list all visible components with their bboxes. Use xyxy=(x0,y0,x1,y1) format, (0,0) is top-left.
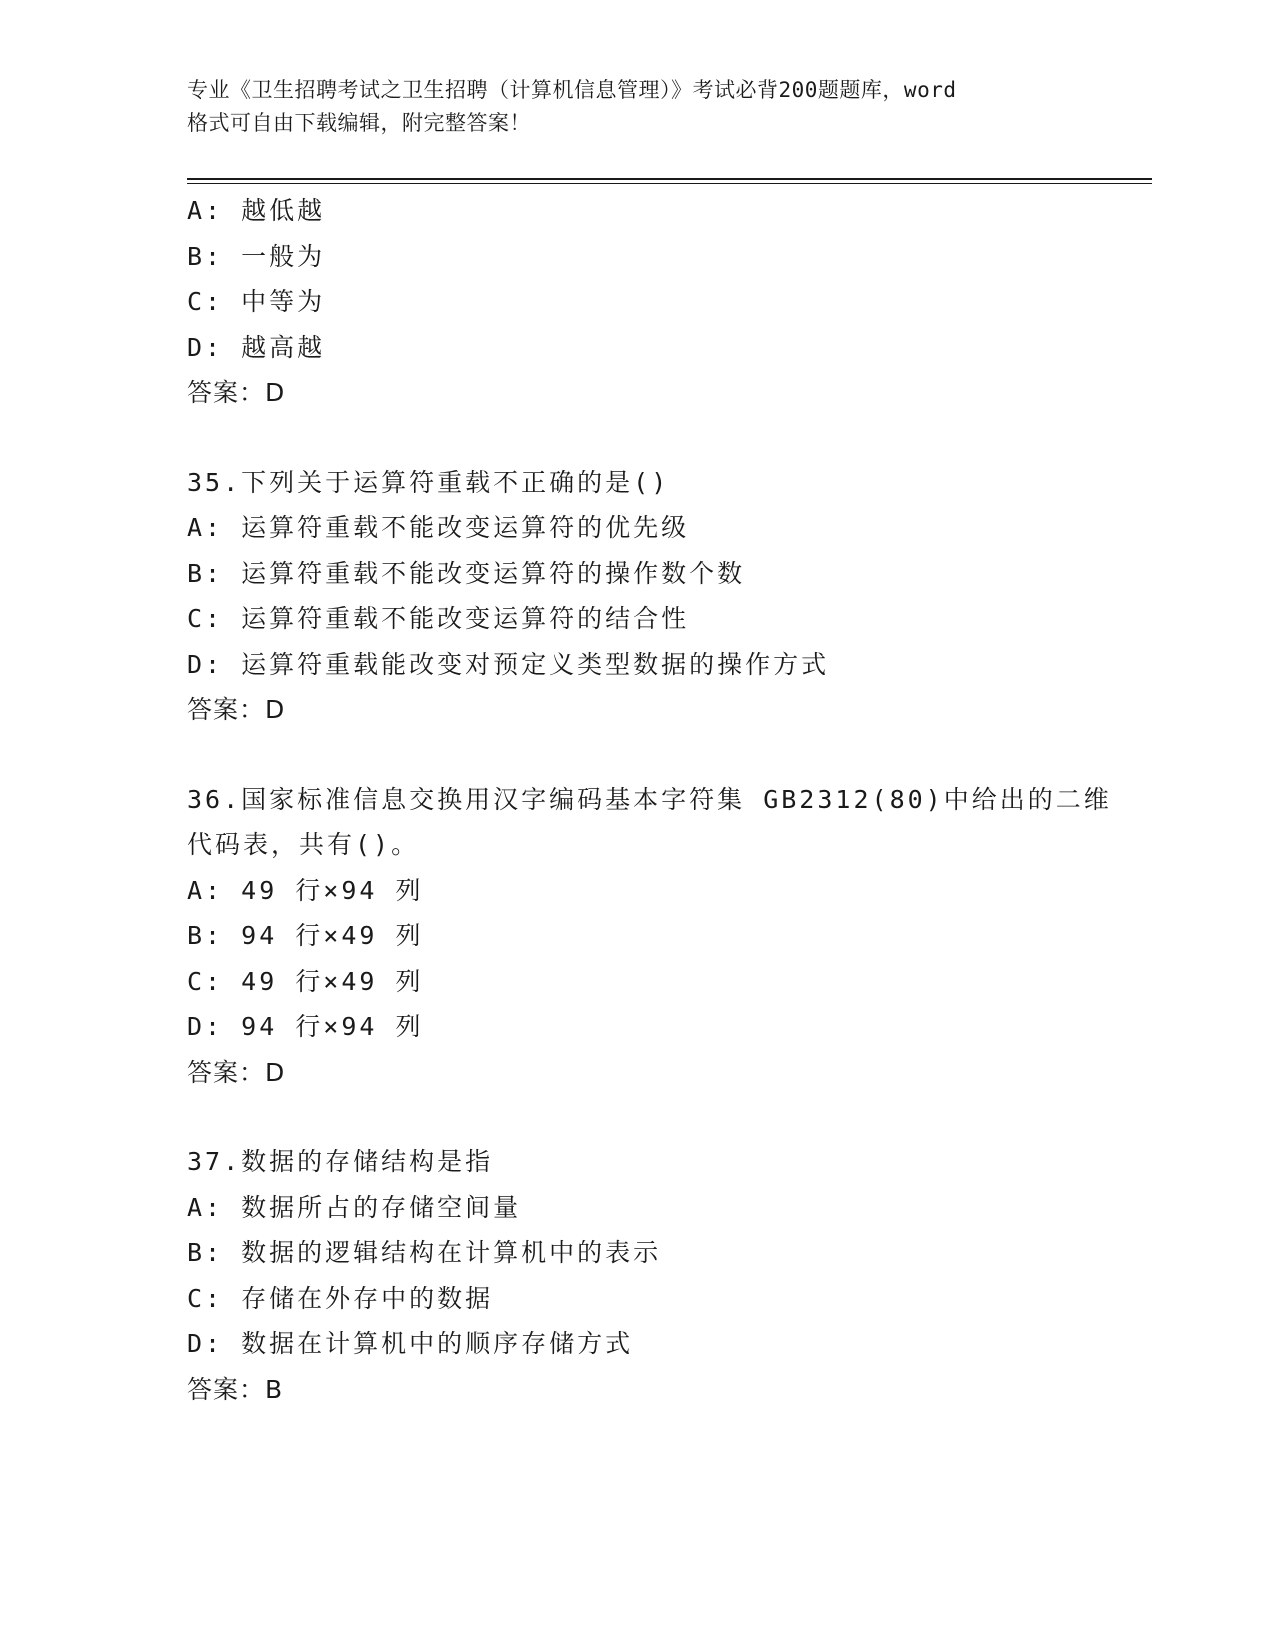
header-line-1: 专业《卫生招聘考试之卫生招聘（计算机信息管理）》考试必背200题题库，word xyxy=(187,78,957,102)
spacer xyxy=(187,416,1127,460)
answer-line: 答案：D xyxy=(187,378,286,407)
option-b: B: 一般为 xyxy=(187,241,326,271)
question-text-line-1: 36.国家标准信息交换用汉字编码基本字符集 GB2312(80)中给出的二维 xyxy=(187,784,1112,814)
answer-line: 答案：B xyxy=(187,1374,284,1404)
question-text: 35.下列关于运算符重载不正确的是() xyxy=(187,467,670,497)
option-a: A: 运算符重载不能改变运算符的优先级 xyxy=(187,513,690,542)
option-d: D: 越高越 xyxy=(187,332,326,362)
option-a: A: 数据所占的存储空间量 xyxy=(187,1192,522,1222)
question-text: 37.数据的存储结构是指 xyxy=(187,1147,494,1176)
question-36 xyxy=(187,777,1127,1096)
answer-line: 答案：D xyxy=(187,695,286,724)
question-37 xyxy=(187,1139,1127,1412)
option-b: B: 运算符重载不能改变运算符的操作数个数 xyxy=(187,558,746,588)
option-c: C: 运算符重载不能改变运算符的结合性 xyxy=(187,604,690,633)
option-b: B: 94 行×49 列 xyxy=(187,921,424,950)
answer-line: 答案：D xyxy=(187,1057,286,1087)
question-text-line-2: 代码表，共有()。 xyxy=(187,830,420,859)
question-34 xyxy=(187,188,1127,416)
question-list xyxy=(187,188,1127,1412)
option-d: D: 运算符重载能改变对预定义类型数据的操作方式 xyxy=(187,649,830,679)
option-b: B: 数据的逻辑结构在计算机中的表示 xyxy=(187,1238,662,1267)
question-35 xyxy=(187,460,1127,733)
document-header xyxy=(187,74,1087,140)
option-c: C: 中等为 xyxy=(187,287,326,316)
header-rule-thick xyxy=(187,178,1152,180)
option-c: C: 存储在外存中的数据 xyxy=(187,1283,494,1313)
option-a: A: 49 行×94 列 xyxy=(187,875,424,905)
spacer xyxy=(187,733,1127,777)
spacer xyxy=(187,1095,1127,1139)
option-a: A: 越低越 xyxy=(187,196,326,225)
header-rule-thin xyxy=(187,183,1152,184)
option-c: C: 49 行×49 列 xyxy=(187,966,424,996)
option-d: D: 数据在计算机中的顺序存储方式 xyxy=(187,1329,634,1358)
header-line-2: 格式可自由下载编辑，附完整答案！ xyxy=(187,111,531,135)
option-d: D: 94 行×94 列 xyxy=(187,1012,424,1041)
